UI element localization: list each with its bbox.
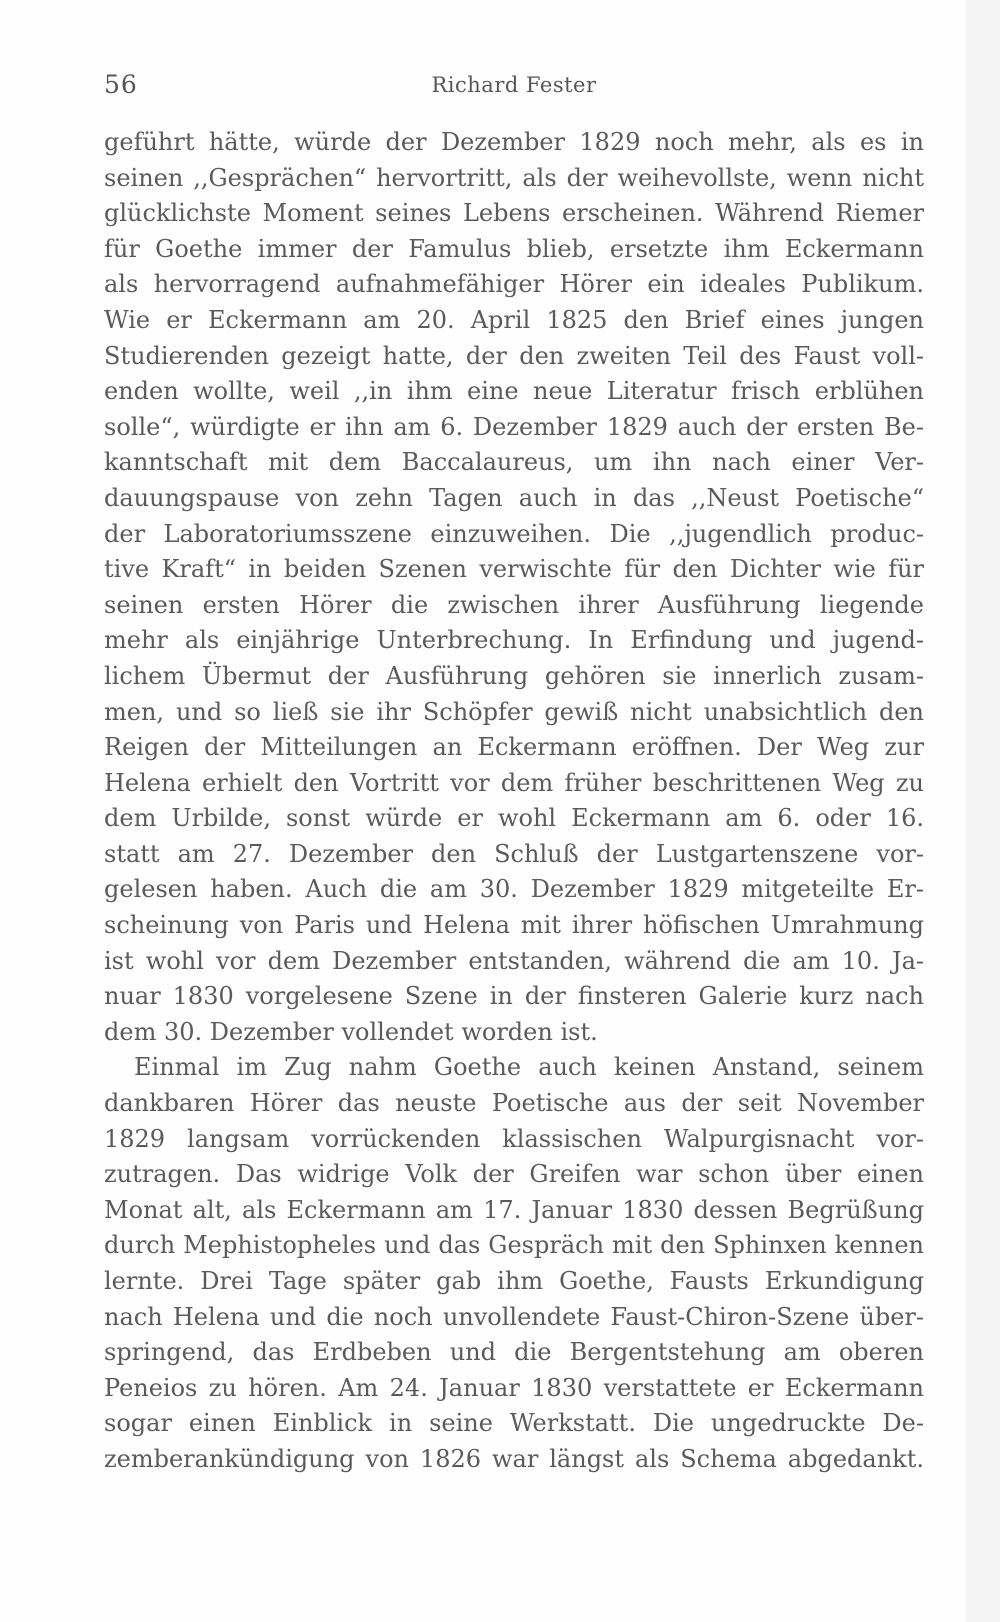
text-line: enden wollte, weil ,,in ihm eine neue Literatur frisch erblühen [104, 377, 924, 406]
text-line: Wie er Eckermann am 20. April 1825 den Brief eines jungen [104, 305, 924, 334]
text-line: men, und so ließ sie ihr Schöpfer gewiß nicht unabsichtlich den [104, 697, 924, 726]
text-line: dem Urbilde, sonst würde er wohl Eckermann am 6. oder 16. [104, 804, 924, 833]
text-line: ist wohl vor dem Dezember entstanden, während die am 10. Ja- [104, 946, 924, 975]
text-line: mehr als einjährige Unterbrechung. In Erfindung und jugend- [104, 626, 924, 655]
paragraph-end-line: dem 30. Dezember vollendet worden ist. [104, 1017, 598, 1046]
text-line: solle“, würdigte er ihn am 6. Dezember 1829 auch der ersten Be- [104, 412, 924, 441]
text-line: Studierenden gezeigt hatte, der den zweiten Teil des Faust voll- [104, 341, 924, 370]
text-line: statt am 27. Dezember den Schluß der Lustgartenszene vor- [104, 839, 924, 868]
text-line: 1829 langsam vorrückenden klassischen Walpurgisnacht vor- [104, 1124, 924, 1153]
text-line: der Laboratoriumsszene einzuweihen. Die ,,jugendlich produc- [104, 519, 924, 548]
text-line: Monat alt, als Eckermann am 17. Januar 1830 dessen Begrüßung [104, 1195, 924, 1224]
text-line: tive Kraft“ in beiden Szenen verwischte für den Dichter wie für [104, 555, 924, 584]
text-line: Helena erhielt den Vortritt vor dem früher beschrittenen Weg zu [104, 768, 924, 797]
text-line: seinen ,,Gesprächen“ hervortritt, als der weihevollste, wenn nicht [104, 163, 924, 192]
page-header [104, 70, 924, 110]
text-line: zemberankündigung von 1826 war längst als Schema abgedankt. [104, 1444, 924, 1473]
text-line: geführt hätte, würde der Dezember 1829 noch mehr, als es in [104, 128, 924, 156]
body-text [104, 125, 924, 1478]
text-line: springend, das Erdbeben und die Bergentstehung am oberen [104, 1338, 924, 1367]
text-line: glücklichste Moment seines Lebens erscheinen. Während Riemer [104, 199, 924, 228]
paragraph-start-line: Einmal im Zug nahm Goethe auch keinen Anstand, seinem [134, 1053, 924, 1082]
text-line: sogar einen Einblick in seine Werkstatt. Die ungedruckte De- [104, 1409, 924, 1438]
text-line: seinen ersten Hörer die zwischen ihrer Ausführung liegende [104, 590, 924, 619]
text-line: nuar 1830 vorgelesene Szene in der finsteren Galerie kurz nach [104, 982, 924, 1011]
text-line: für Goethe immer der Famulus blieb, ersetzte ihm Eckermann [104, 234, 924, 263]
text-line: Reigen der Mitteilungen an Eckermann eröffnen. Der Weg zur [104, 733, 924, 762]
text-line: scheinung von Paris und Helena mit ihrer höfischen Umrahmung [104, 911, 924, 940]
text-line: Peneios zu hören. Am 24. Januar 1830 verstattete er Eckermann [104, 1373, 924, 1402]
page-number: 56 [104, 70, 138, 99]
running-head: Richard Fester [431, 73, 597, 97]
text-line: durch Mephistopheles und das Gespräch mit den Sphinxen kennen [104, 1231, 924, 1260]
text-line: gelesen haben. Auch die am 30. Dezember 1829 mitgeteilte Er- [104, 875, 924, 904]
text-line: kanntschaft mit dem Baccalaureus, um ihn nach einer Ver- [104, 448, 924, 477]
text-line: zutragen. Das widrige Volk der Greifen war schon über einen [104, 1160, 924, 1189]
text-line: dauungspause von zehn Tagen auch in das ,,Neust Poetische“ [104, 483, 924, 512]
text-line: lichem Übermut der Ausführung gehören sie innerlich zusam- [104, 661, 924, 690]
text-line: als hervorragend aufnahmefähiger Hörer ein ideales Publikum. [104, 270, 924, 299]
text-line: nach Helena und die noch unvollendete Faust-Chiron-Szene über- [104, 1302, 924, 1331]
text-line: dankbaren Hörer das neuste Poetische aus der seit November [104, 1089, 924, 1118]
text-line: lernte. Drei Tage später gab ihm Goethe, Fausts Erkundigung [104, 1267, 924, 1295]
